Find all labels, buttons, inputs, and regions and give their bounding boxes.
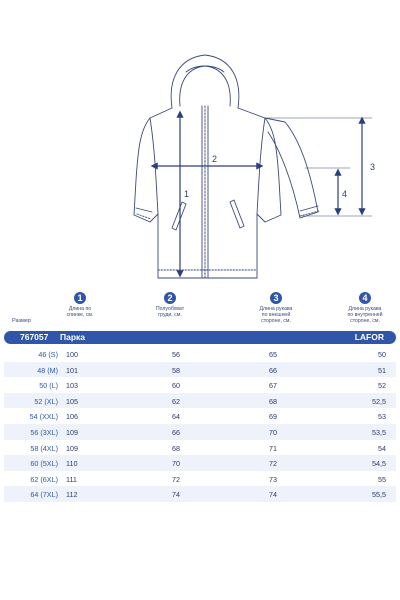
- table-row: 52 (XL) 105 62 68 52,5: [4, 393, 396, 409]
- marker-4: 4: [342, 189, 348, 199]
- table-row: 58 (4XL) 109 68 71 54: [30, 443, 386, 453]
- column-1-header: 1 Длина по спинке, см.: [66, 293, 94, 318]
- column-3-badge: 3: [270, 292, 282, 304]
- table-row: 62 (6XL) 111 72 73 55: [30, 474, 386, 484]
- product-name: Парка: [60, 332, 86, 342]
- table-column-headers: [0, 292, 400, 330]
- table-row: 64 (7XL) 112 74 74 55,5: [4, 486, 396, 502]
- table-row: 54 (XXL) 106 64 69 53: [29, 412, 386, 422]
- marker-3: 3: [370, 162, 376, 172]
- pocket-left: [172, 202, 186, 230]
- size-column-label: Размер: [12, 318, 31, 324]
- table-row: 56 (3XL) 109 66 70 53,5: [4, 424, 396, 440]
- hood-inner: [180, 66, 231, 106]
- size-table-body: [4, 346, 396, 502]
- table-row: 46 (S) 100 56 65 50: [38, 350, 386, 359]
- marker-2: 2: [212, 154, 218, 164]
- jacket-body: [134, 108, 281, 278]
- pocket-right: [230, 200, 244, 228]
- hood-outline: [171, 55, 239, 108]
- column-3-header: 3 Длина рукава по внешней стороне, см.: [259, 293, 293, 324]
- column-2-badge: 2: [164, 292, 176, 304]
- column-4-header: 4 Длина рукава по внутренней стороне, см.: [347, 293, 383, 324]
- brand-name: LAFOR: [354, 332, 384, 342]
- table-row: 60 (5XL) 110 70 72 54,5: [4, 455, 396, 471]
- table-row: 48 (M) 101 58 66 51: [4, 362, 396, 378]
- column-4-badge: 4: [359, 292, 371, 304]
- column-2-header: 2 Полуобхват груди, см.: [155, 293, 185, 318]
- product-code: 767057: [20, 332, 49, 342]
- marker-1: 1: [184, 189, 190, 199]
- table-row: 50 (L) 103 60 67 52: [39, 381, 386, 391]
- product-title-bar: [4, 331, 396, 344]
- column-1-badge: 1: [74, 292, 86, 304]
